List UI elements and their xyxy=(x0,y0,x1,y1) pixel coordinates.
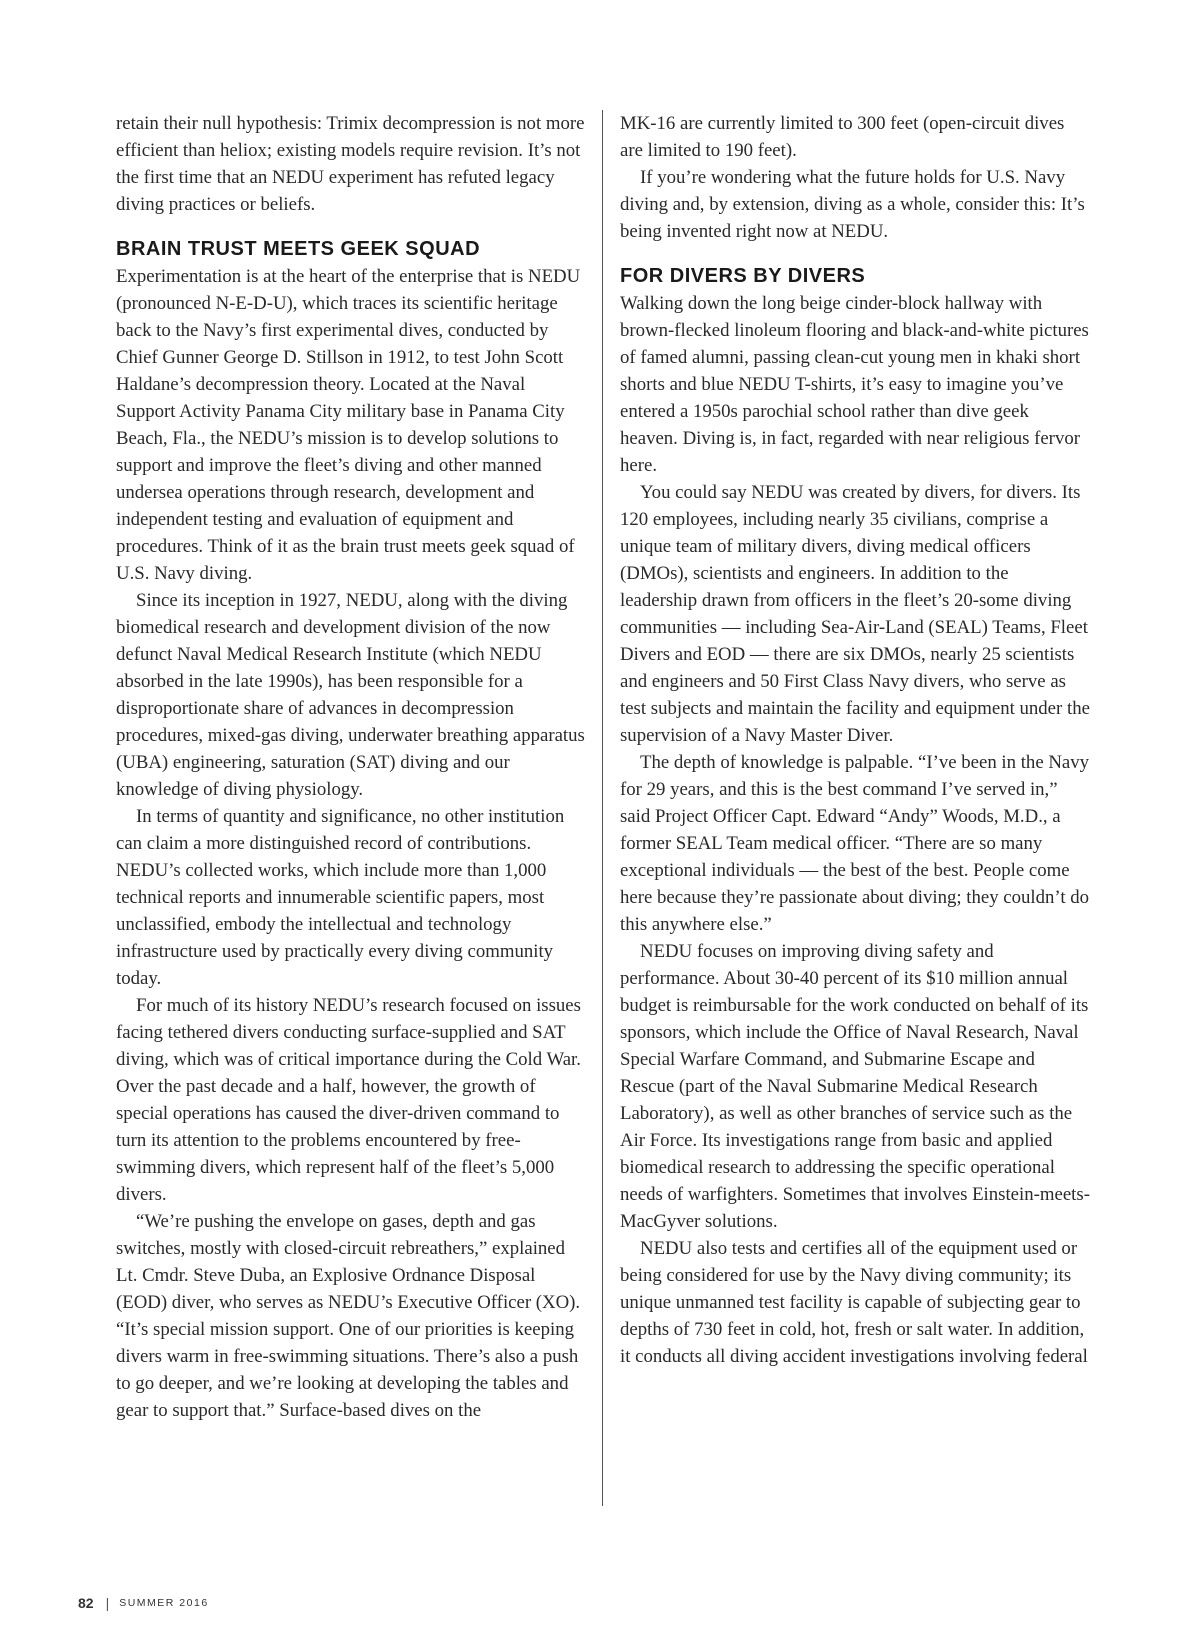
paragraph: retain their null hypothesis: Trimix decompression is not more efficient than heliox; existing models require revision. It’s not the first time that an NEDU experiment has refuted legacy diving practices or beliefs. xyxy=(116,113,585,215)
paragraph: For much of its history NEDU’s research focused on issues facing tethered divers conducting surface-supplied and SAT diving, which was of critical importance during the Cold War. Over the past decade and a half, however, the growth of special operations has caused the diver-driven command to turn its attention to the problems encountered by free-swimming divers, which represent half of the fleet’s 5,000 divers. xyxy=(116,995,581,1205)
issue-label: SUMMER 2016 xyxy=(119,1597,209,1609)
column-divider xyxy=(602,110,603,1506)
spacer xyxy=(620,245,1090,263)
paragraph: Walking down the long beige cinder-block hallway with brown-flecked linoleum flooring and black-and-white pictures of famed alumni, passing clean-cut young men in khaki short shorts and blue NEDU T-shirts, it’s easy to imagine you’ve entered a 1950s parochial school rather than dive geek heaven. Diving is, in fact, regarded with near religious fervor here. xyxy=(620,293,1089,476)
paragraph: Experimentation is at the heart of the enterprise that is NEDU (pronounced N-E-D-U), which traces its scientific heritage back to the Navy’s first experimental dives, conducted by Chief Gunner George D. Stillson in 1912, to test John Scott Haldane’s decompression theory. Located at the Naval Support Activity Panama City military base in Panama City Beach, Fla., the NEDU’s mission is to develop solutions to support and improve the fleet’s diving and other manned undersea operations through research, development and independent testing and evaluation of equipment and procedures. Think of it as the brain trust meets geek squad of U.S. Navy diving. xyxy=(116,266,581,584)
paragraph: NEDU also tests and certifies all of the equipment used or being considered for use by the Navy diving community; its unique unmanned test facility is capable of subjecting gear to depths of 730 feet in cold, hot, fresh or salt water. In addition, it conducts all diving accident investigations involving federal xyxy=(620,1238,1088,1367)
section-heading: BRAIN TRUST MEETS GEEK SQUAD xyxy=(116,238,481,260)
spacer xyxy=(116,218,586,236)
paragraph: MK-16 are currently limited to 300 feet (open-circuit dives are limited to 190 feet). xyxy=(620,113,1065,161)
paragraph: You could say NEDU was created by divers, for divers. Its 120 employees, including nearly 35 civilians, comprise a unique team of military divers, diving medical officers (DMOs), scientists and engineers. In addition to the leadership drawn from officers in the fleet’s 20-some diving communities — including Sea-Air-Land (SEAL) Teams, Fleet Divers and EOD — there are six DMOs, nearly 25 scientists and engineers and 50 First Class Navy divers, who serve as test subjects and maintain the facility and equipment under the supervision of a Navy Master Diver. xyxy=(620,482,1090,746)
paragraph: NEDU focuses on improving diving safety and performance. About 30-40 percent of its $10 million annual budget is reimbursable for the work conducted on behalf of its sponsors, which include the Office of Naval Research, Naval Special Warfare Command, and Submarine Escape and Rescue (part of the Naval Submarine Medical Research Laboratory), as well as other branches of service such as the Air Force. Its investigations range from basic and applied biomedical research to addressing the specific operational needs of warfighters. Sometimes that involves Einstein-meets-MacGyver solutions. xyxy=(620,941,1090,1232)
paragraph: Since its inception in 1927, NEDU, along with the diving biomedical research and development division of the now defunct Naval Medical Research Institute (which NEDU absorbed in the late 1990s), has been responsible for a disproportionate share of advances in decompression procedures, mixed-gas diving, underwater breathing apparatus (UBA) engineering, saturation (SAT) diving and our knowledge of diving physiology. xyxy=(116,590,585,800)
footer-separator: | xyxy=(105,1595,110,1611)
page-footer xyxy=(78,1595,209,1611)
page-number: 82 xyxy=(78,1595,94,1611)
section-heading: FOR DIVERS BY DIVERS xyxy=(620,265,866,287)
paragraph: “We’re pushing the envelope on gases, depth and gas switches, mostly with closed-circuit rebreathers,” explained Lt. Cmdr. Steve Duba, an Explosive Ordnance Disposal (EOD) diver, who serves as NEDU’s Executive Officer (XO). “It’s special mission support. One of our priorities is keeping divers warm in free-swimming situations. There’s also a push to go deeper, and we’re looking at developing the tables and gear to support that.” Surface-based dives on the xyxy=(116,1211,581,1421)
left-column xyxy=(116,110,586,1424)
paragraph: The depth of knowledge is palpable. “I’ve been in the Navy for 29 years, and this is the best command I’ve served in,” said Project Officer Capt. Edward “Andy” Woods, M.D., a former SEAL Team medical officer. “There are so many exceptional individuals — the best of the best. People come here because they’re passionate about diving; they couldn’t do this anywhere else.” xyxy=(620,752,1090,935)
paragraph: In terms of quantity and significance, no other institution can claim a more distinguished record of contributions. NEDU’s collected works, which include more than 1,000 technical reports and innumerable scientific papers, most unclassified, embody the intellectual and technology infrastructure used by practically every diving community today. xyxy=(116,806,565,989)
paragraph: If you’re wondering what the future holds for U.S. Navy diving and, by extension, diving as a whole, consider this: It’s being invented right now at NEDU. xyxy=(620,167,1085,242)
right-column xyxy=(620,110,1090,1370)
